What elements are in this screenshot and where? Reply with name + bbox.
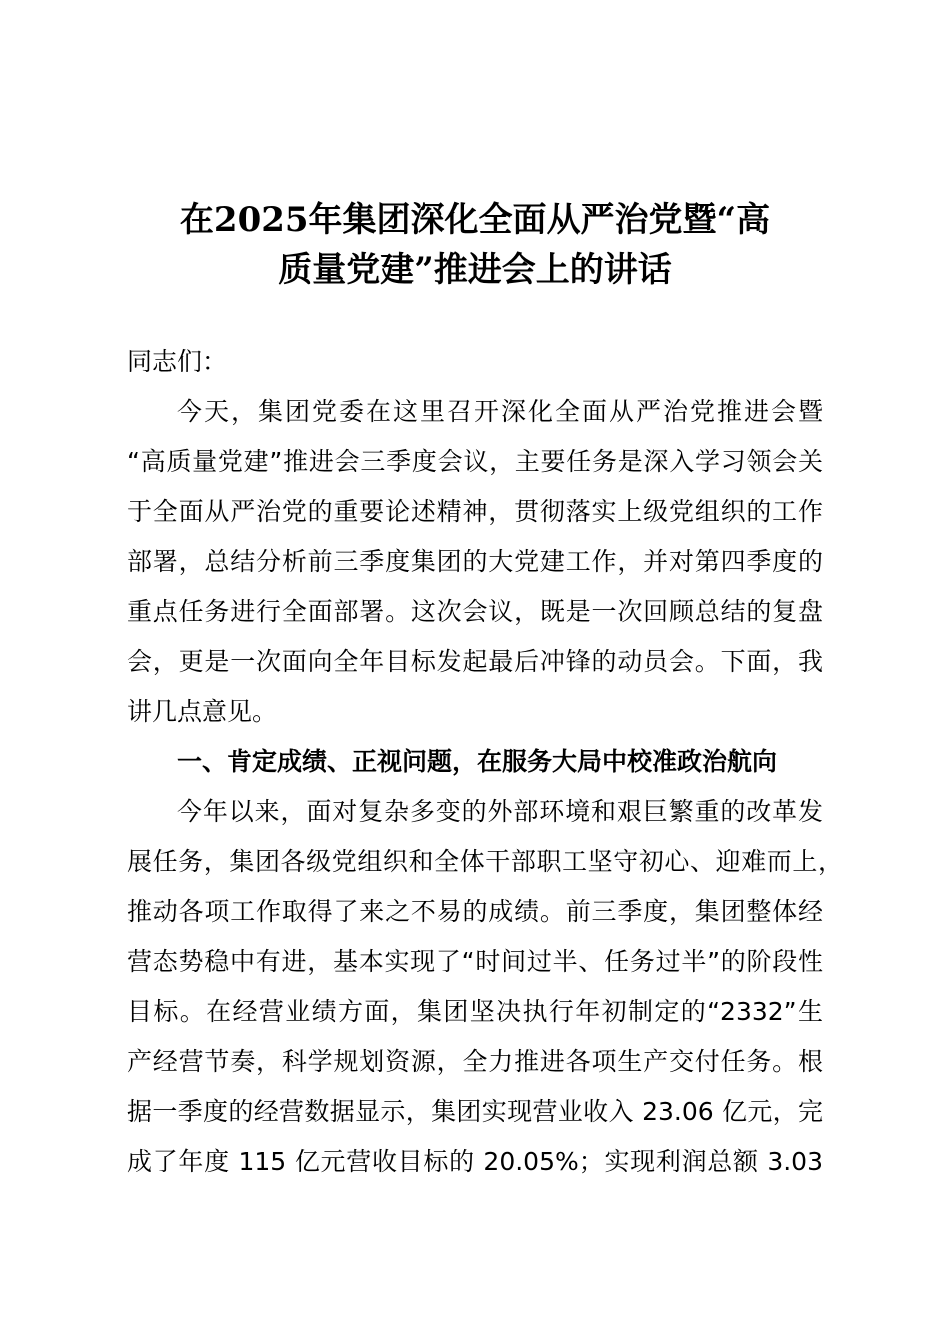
salutation: 同志们：	[127, 347, 228, 376]
paragraph-line: 讲几点意见。	[127, 697, 278, 726]
paragraph-line: 据一季度的经营数据显示，集团实现营业收入 23.06 亿元，完	[127, 1097, 823, 1126]
paragraph-line: 产经营节奏，科学规划资源，全力推进各项生产交付任务。根	[127, 1047, 823, 1076]
paragraph-line: 营态势稳中有进，基本实现了“时间过半、任务过半”的阶段性	[127, 947, 823, 976]
paragraph-line: 重点任务进行全面部署。这次会议，既是一次回顾总结的复盘	[127, 597, 823, 626]
paragraph-line: 今天，集团党委在这里召开深化全面从严治党推进会暨	[177, 397, 823, 426]
paragraph-line: 目标。在经营业绩方面，集团坚决执行年初制定的“2332”生	[127, 997, 823, 1026]
section-heading: 一、肯定成绩、正视问题，在服务大局中校准政治航向	[177, 747, 778, 776]
paragraph-line: 于全面从严治党的重要论述精神，贯彻落实上级党组织的工作	[127, 497, 823, 526]
paragraph-line: 推动各项工作取得了来之不易的成绩。前三季度，集团整体经	[127, 897, 823, 926]
paragraph-line: 今年以来，面对复杂多变的外部环境和艰巨繁重的改革发	[177, 797, 823, 826]
document-title-line-1: 在2025年集团深化全面从严治党暨“高	[179, 200, 771, 240]
document-title-line-2: 质量党建”推进会上的讲话	[278, 250, 672, 290]
paragraph-line: “高质量党建”推进会三季度会议，主要任务是深入学习领会关	[127, 447, 823, 476]
paragraph-line: 部署，总结分析前三季度集团的大党建工作，并对第四季度的	[127, 547, 823, 576]
paragraph-line: 展任务，集团各级党组织和全体干部职工坚守初心、迎难而上，	[127, 847, 843, 876]
paragraph-line: 会，更是一次面向全年目标发起最后冲锋的动员会。下面，我	[127, 647, 823, 676]
paragraph-line: 成了年度 115 亿元营收目标的 20.05%；实现利润总额 3.03	[127, 1147, 823, 1176]
